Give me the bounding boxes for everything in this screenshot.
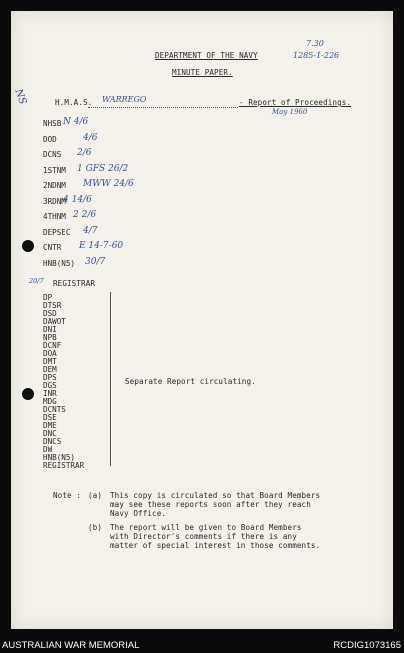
routing-code: CNTR bbox=[43, 243, 62, 252]
circulation-item: INR bbox=[43, 389, 57, 398]
archive-name: AUSTRALIAN WAR MEMORIAL bbox=[2, 640, 140, 651]
circulation-item: DNC bbox=[43, 429, 57, 438]
routing-initial: 4 14/6 bbox=[63, 194, 92, 205]
circulation-item: DW bbox=[43, 445, 53, 454]
circulation-item: DEM bbox=[43, 365, 57, 374]
report-of-proceedings-label: - Report of Proceedings. bbox=[239, 98, 352, 107]
routing-code: HNB(N5) bbox=[43, 258, 76, 268]
punch-hole-bottom bbox=[22, 388, 34, 400]
note-b-key: (b) bbox=[88, 523, 103, 532]
ship-prefix: H.M.A.S. bbox=[55, 98, 93, 107]
circulation-item: DCNF bbox=[43, 341, 62, 350]
routing-code: DEPSEC bbox=[43, 227, 71, 237]
routing-code: DCNS bbox=[43, 150, 62, 159]
circulation-item: DMT bbox=[43, 357, 57, 366]
circulation-item: DNCS bbox=[43, 437, 62, 446]
circulation-item: DPS bbox=[43, 373, 57, 382]
circulation-list bbox=[43, 294, 84, 470]
minute-paper-title: MINUTE PAPER. bbox=[172, 68, 233, 77]
circulation-item: HNB(N5) bbox=[43, 453, 76, 462]
note-b-line: with Director's comments if there is any bbox=[110, 532, 297, 541]
subject-dotted-line bbox=[88, 107, 238, 108]
routing-initial: 2 2/6 bbox=[73, 210, 97, 220]
archive-record-id: RCDIG1073165 bbox=[333, 640, 401, 651]
handwritten-ref-top: 7.30 bbox=[306, 39, 324, 48]
note-a-line: may see these reports soon after they reach bbox=[110, 500, 311, 509]
routing-code: 4THNM bbox=[43, 212, 66, 221]
routing-initial: N 4/6 bbox=[63, 117, 89, 127]
circulation-item: DAWOT bbox=[43, 317, 66, 326]
circulation-brace bbox=[104, 292, 111, 466]
routing-initial: 1 GFS 26/2 bbox=[77, 163, 129, 174]
circulation-item: NPB bbox=[43, 333, 57, 342]
ship-name-handwritten: WARREGO bbox=[102, 95, 147, 104]
circulation-item: DOA bbox=[43, 349, 57, 358]
routing-code: NHSB bbox=[43, 119, 62, 128]
routing-code: 2NDNM bbox=[43, 181, 66, 190]
circulation-item: REGISTRAR bbox=[43, 461, 85, 470]
department-heading: DEPARTMENT OF THE NAVY bbox=[155, 51, 258, 60]
routing-initial: E 14-7-60 bbox=[79, 241, 124, 251]
note-a-key: (a) bbox=[88, 491, 103, 500]
routing-initial: 4/6 bbox=[83, 132, 98, 143]
routing-code: DOD bbox=[43, 134, 57, 144]
circulation-item: DGS bbox=[43, 381, 57, 390]
circulation-item: DCNTS bbox=[43, 405, 66, 414]
routing-initial: 4/7 bbox=[83, 225, 98, 236]
circulation-item: DTSR bbox=[43, 301, 62, 310]
note-b-line: The report will be given to Board Members bbox=[110, 523, 302, 532]
circulation-item: DSD bbox=[43, 309, 57, 318]
registrar-label: REGISTRAR bbox=[53, 279, 96, 288]
margin-handwritten-note: NS bbox=[12, 87, 29, 107]
circulation-item: MDG bbox=[43, 397, 57, 406]
handwritten-ref-number: 1285-1-226 bbox=[293, 51, 340, 60]
routing-code: 1STNM bbox=[43, 165, 66, 175]
circulation-item: DME bbox=[43, 421, 57, 430]
routing-initial: MWW 24/6 bbox=[83, 179, 134, 189]
punch-hole-top bbox=[22, 240, 34, 252]
note-b-line: matter of special interest in those comments. bbox=[110, 541, 321, 550]
margin-date-mark: 20/7 bbox=[29, 277, 44, 285]
circulation-item: DSE bbox=[43, 413, 57, 422]
routing-initial: 30/7 bbox=[85, 256, 106, 267]
circulation-item: DP bbox=[43, 293, 53, 302]
separate-report-note: Separate Report circulating. bbox=[125, 377, 256, 386]
routing-code: 3RDNM bbox=[43, 196, 66, 206]
routing-initial: 2/6 bbox=[77, 148, 92, 158]
note-a-line: Navy Office. bbox=[110, 509, 167, 518]
note-a-line: This copy is circulated so that Board Members bbox=[110, 491, 321, 500]
note-label: Note : bbox=[53, 491, 82, 500]
circulation-item: DNI bbox=[43, 325, 57, 334]
handwritten-date: May 1960 bbox=[272, 108, 308, 116]
